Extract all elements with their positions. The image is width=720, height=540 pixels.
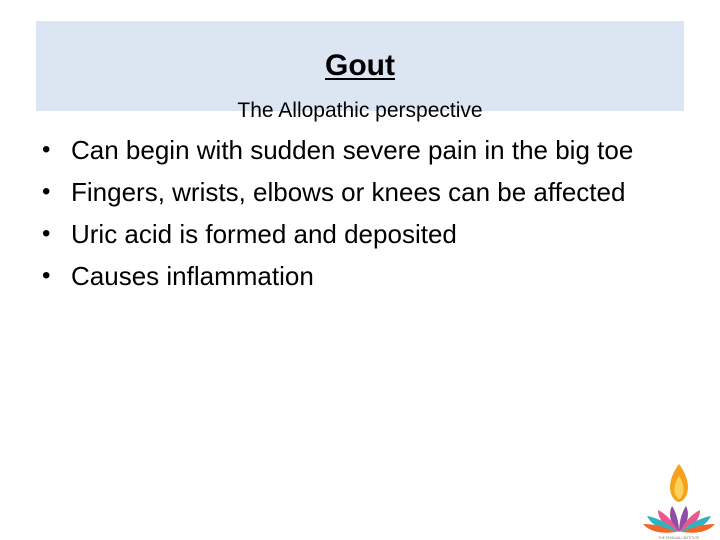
bullet-item bbox=[36, 134, 666, 166]
slide-subtitle: The Allopathic perspective bbox=[237, 99, 483, 122]
bullet-marker: • bbox=[42, 220, 51, 247]
logo-caption: THE PATANJALI INSTITUTE bbox=[658, 536, 700, 540]
bullet-item bbox=[36, 176, 666, 208]
bullet-marker: • bbox=[42, 136, 51, 163]
bullet-text: Causes inflammation bbox=[71, 261, 314, 291]
bullet-item bbox=[36, 218, 666, 250]
lamp-flame-lotus-logo-icon bbox=[642, 462, 716, 540]
bullet-list bbox=[36, 134, 666, 302]
title-banner bbox=[36, 21, 684, 122]
bullet-text: Can begin with sudden severe pain in the big toe bbox=[71, 135, 634, 165]
bullet-text: Uric acid is formed and deposited bbox=[71, 219, 457, 249]
slide-title: Gout bbox=[325, 49, 395, 82]
bullet-item bbox=[36, 260, 666, 292]
bullet-marker: • bbox=[42, 262, 51, 289]
bullet-text: Fingers, wrists, elbows or knees can be affected bbox=[71, 177, 626, 207]
bullet-marker: • bbox=[42, 178, 51, 205]
